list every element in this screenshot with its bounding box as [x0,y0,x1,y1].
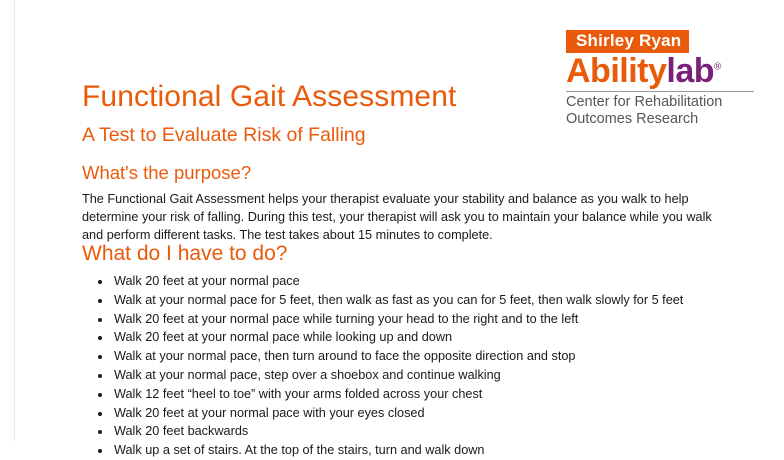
list-item: • Walk 20 feet at your normal pace while looking up and down [112,328,752,347]
task-list [82,272,752,460]
logo-divider [566,91,754,92]
list-item: • Walk up a set of stairs. At the top of the stairs, turn and walk down [112,441,752,460]
section-purpose-paragraph: The Functional Gait Assessment helps your therapist evaluate your stability and balance as you walk to help determine your risk of falling. During this test, your therapist will ask you to maintain your balance while you walk and perform different tasks. The test takes about 15 minutes to complete. [82,192,712,243]
list-item: • Walk 20 feet at your normal pace while turning your head to the right and to the left [112,310,752,329]
logo-tagline-line1: Center for Rehabilitation [566,93,723,110]
list-item: • Walk at your normal pace, step over a shoebox and continue walking [112,366,752,385]
list-item: • Walk at your normal pace for 5 feet, then walk as fast as you can for 5 feet, then walk slowly for 5 feet [112,291,752,310]
logo-ability-word: Ability [566,51,667,90]
logo-tagline-line2: Outcomes Research [566,110,699,127]
list-item: • Walk at your normal pace, then turn around to face the opposite direction and stop [112,347,752,366]
list-item: • Walk 20 feet at your normal pace [112,272,752,291]
logo-abilitylab-text [566,51,756,90]
list-item: • Walk 20 feet backwards [112,422,752,441]
page-left-margin-rule [0,0,15,441]
logo-shirley-ryan-text: Shirley Ryan [566,30,689,53]
page-title: Functional Gait Assessment [82,80,457,114]
page-subtitle: A Test to Evaluate Risk of Falling [82,124,366,147]
list-item: • Walk 12 feet “heel to toe” with your arms folded across your chest [112,385,752,404]
section-tasks [82,242,752,460]
organization-logo [566,30,756,128]
section-tasks-heading: What do I have to do? [82,242,288,265]
section-purpose-heading: What's the purpose? [82,162,252,183]
logo-registered-icon: ® [714,61,721,73]
logo-lab-word: lab [666,51,715,90]
list-item: • Walk 20 feet at your normal pace with your eyes closed [112,404,752,423]
section-purpose [82,162,752,244]
